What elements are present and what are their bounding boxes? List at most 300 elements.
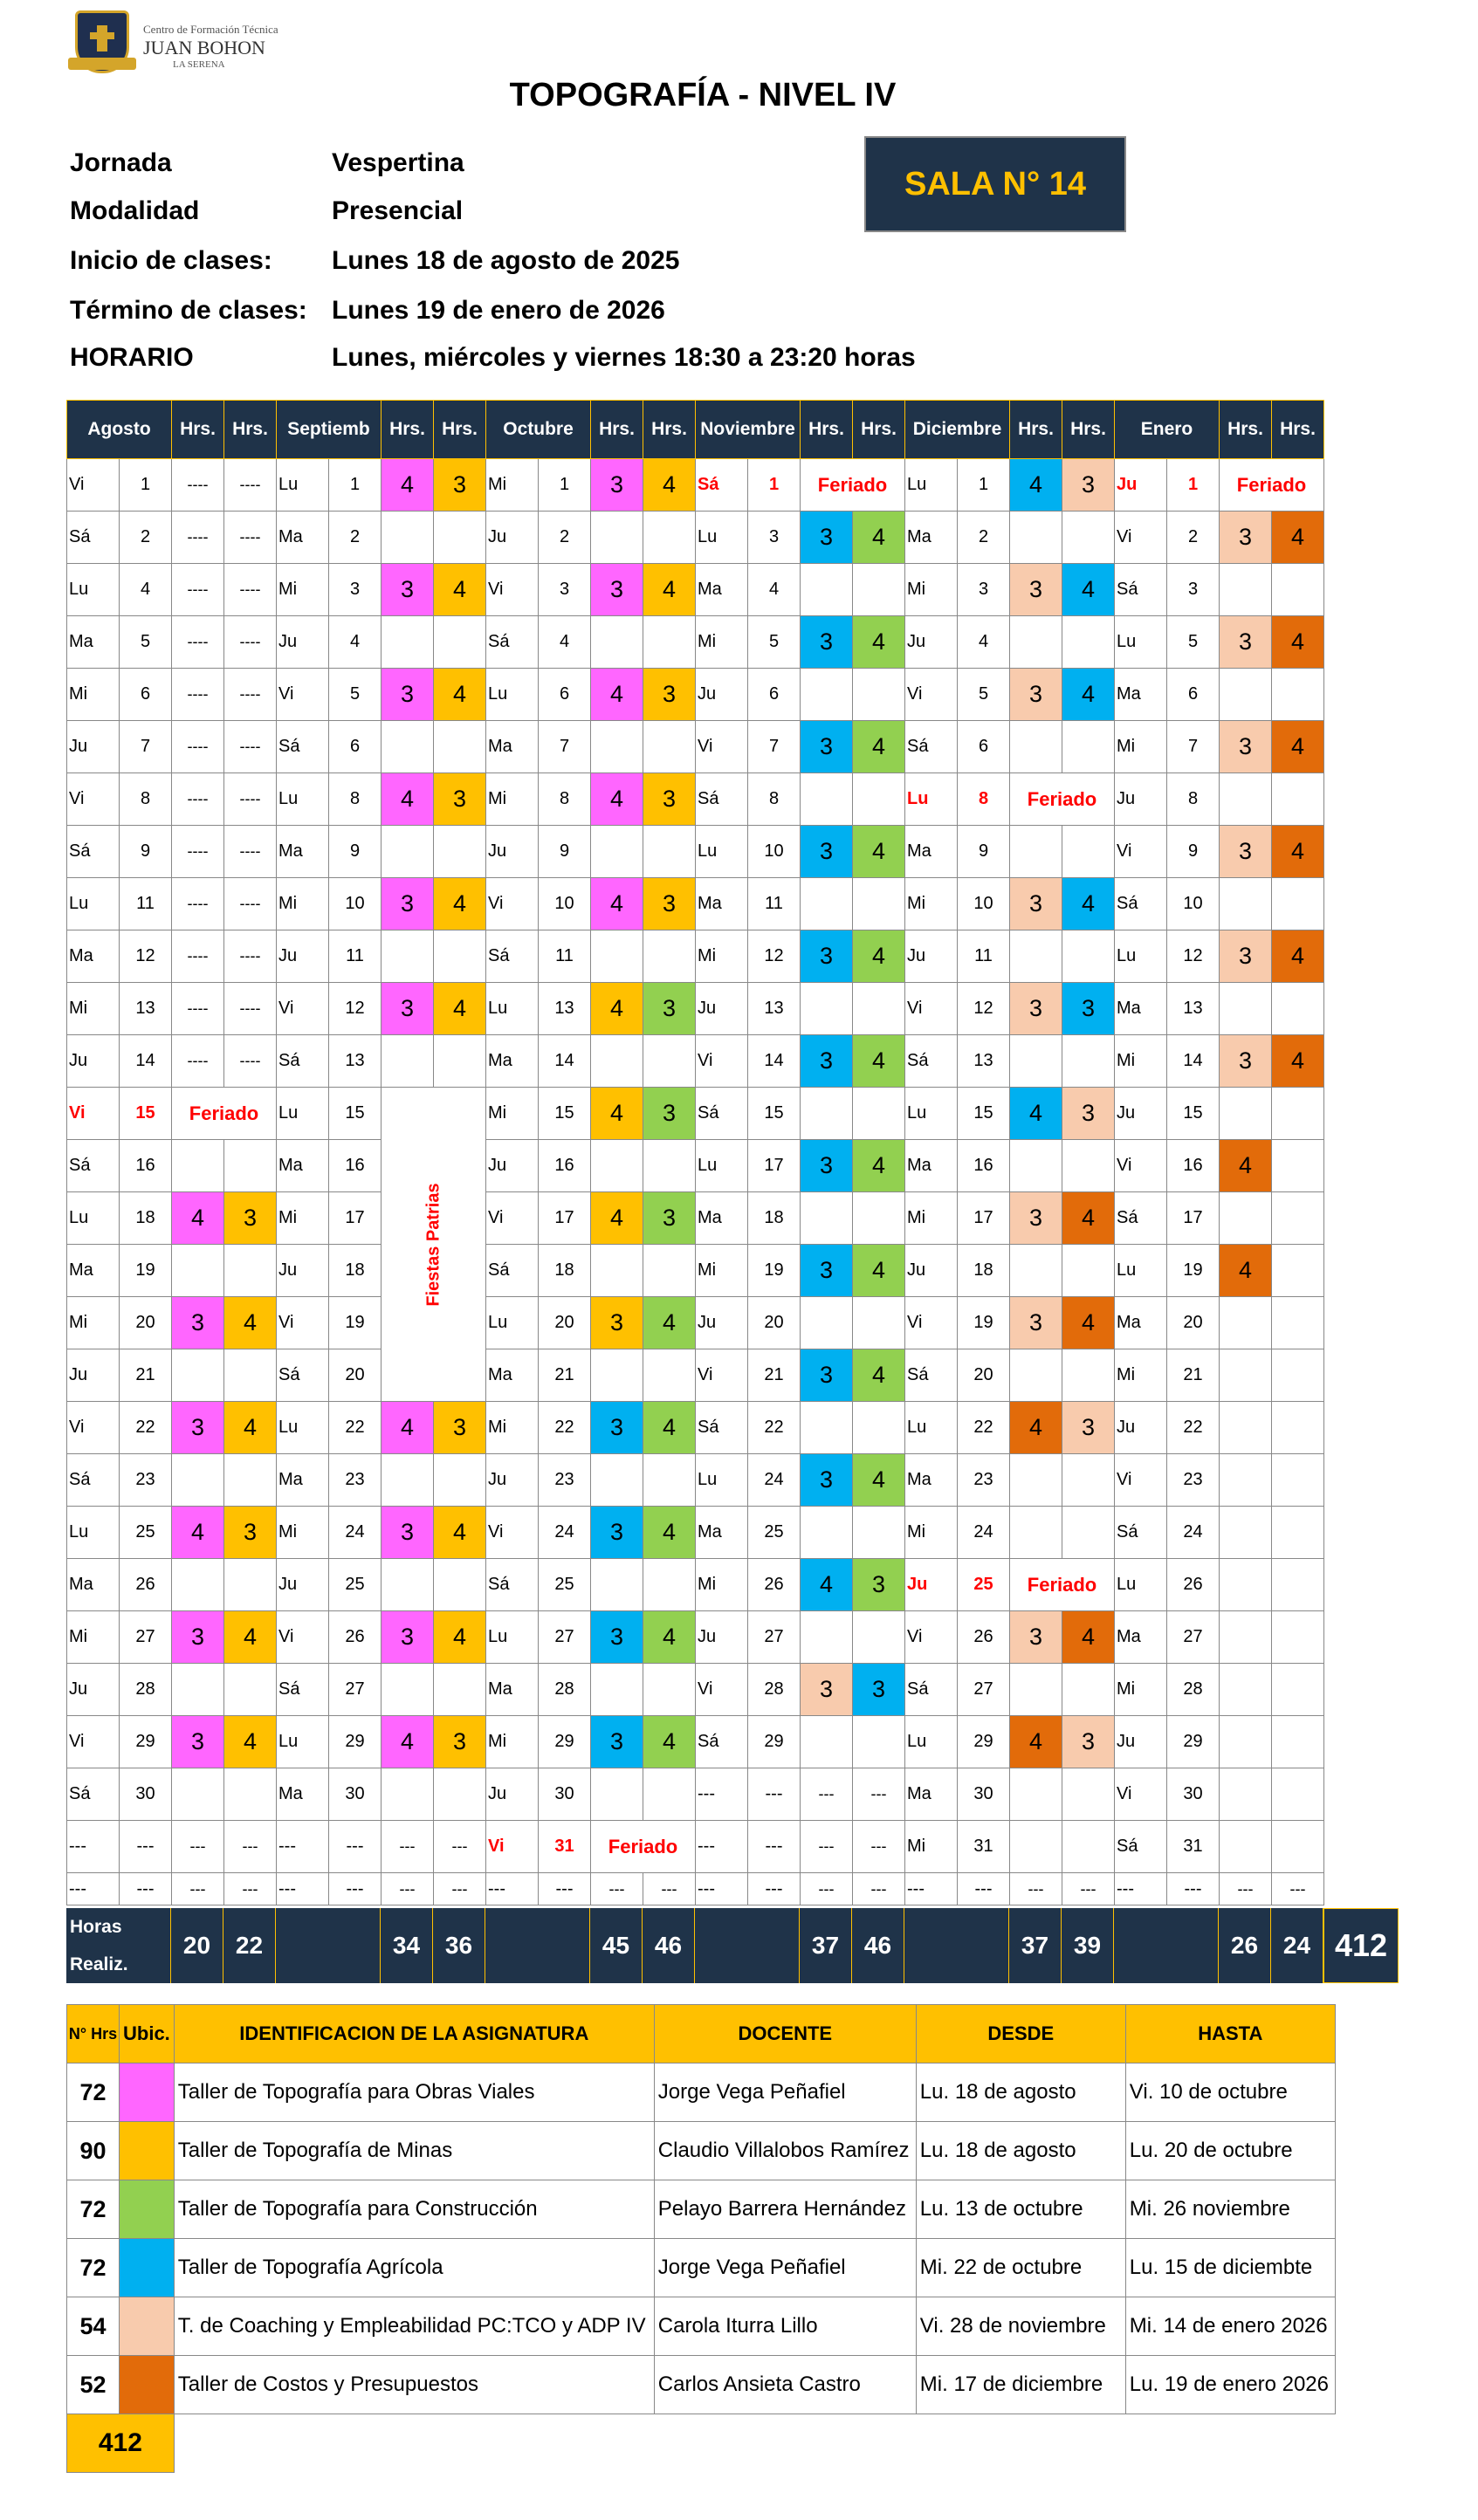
legend-header-4: DESDE (916, 2005, 1125, 2063)
hours-cell: 4 (434, 878, 486, 930)
legend-total: 412 (67, 2414, 175, 2473)
day-number: 1 (1167, 459, 1220, 512)
hours-cell: 3 (434, 459, 486, 512)
hours-cell: 3 (591, 564, 643, 616)
hours-cell (1220, 1402, 1272, 1454)
month-hours-total: 46 (852, 1908, 904, 1983)
day-name: Mi (277, 1507, 329, 1559)
day-number: 22 (748, 1402, 801, 1454)
info-label-jornada: Jornada (70, 148, 172, 177)
calendar-row (67, 459, 1324, 512)
hours-cell (1220, 1088, 1272, 1140)
day-number: 20 (329, 1349, 382, 1402)
day-name: Ju (67, 721, 120, 773)
totals-label-horas: Horas (70, 1917, 122, 1937)
day-name: Sá (1115, 878, 1167, 930)
hours-cell: 3 (643, 773, 696, 826)
day-number: 14 (539, 1035, 591, 1088)
day-number: 13 (539, 983, 591, 1035)
day-number: 5 (958, 669, 1010, 721)
hours-cell (1272, 1507, 1324, 1559)
day-name: Vi (905, 669, 958, 721)
day-name: Ju (1115, 1402, 1167, 1454)
totals-label (66, 1908, 171, 1983)
day-name: Ma (696, 1192, 748, 1245)
hours-cell (434, 930, 486, 983)
hours-cell: 4 (1062, 1192, 1115, 1245)
hours-cell: 3 (1062, 1402, 1115, 1454)
day-number: 18 (329, 1245, 382, 1297)
hours-cell: 3 (1010, 1297, 1062, 1349)
day-name: Vi (67, 1088, 120, 1140)
day-number: 10 (329, 878, 382, 930)
info-value-inicio: Lunes 18 de agosto de 2025 (332, 246, 680, 275)
institution-logo (68, 7, 295, 77)
info-value-modalidad: Presencial (332, 196, 464, 225)
legend-teacher: Claudio Villalobos Ramírez (654, 2122, 916, 2180)
totals-bar (66, 1908, 1416, 1983)
holiday-label: Feriado (172, 1088, 277, 1140)
hours-cell (643, 930, 696, 983)
hours-cell: 3 (801, 1140, 853, 1192)
hours-cell: 4 (382, 459, 434, 512)
day-number: 23 (539, 1454, 591, 1507)
day-name: Sá (486, 1559, 539, 1611)
hours-cell: 4 (643, 1507, 696, 1559)
hours-cell: 4 (591, 669, 643, 721)
hours-cell: ---- (172, 773, 224, 826)
logo-line1: Centro de Formación Técnica (143, 23, 278, 36)
day-name: Vi (67, 1402, 120, 1454)
hours-cell (591, 1559, 643, 1611)
day-name: Sá (905, 1035, 958, 1088)
calendar-row (67, 616, 1324, 669)
hours-cell: 4 (434, 983, 486, 1035)
day-number: 5 (748, 616, 801, 669)
day-name: Lu (486, 669, 539, 721)
day-number: 4 (329, 616, 382, 669)
hours-cell: 4 (1272, 826, 1324, 878)
legend-to: Lu. 20 de octubre (1125, 2122, 1335, 2180)
calendar-row (67, 1873, 1324, 1905)
hours-cell (224, 1140, 277, 1192)
month-hours-total: 37 (800, 1908, 852, 1983)
hours-cell (801, 1507, 853, 1559)
day-number: 29 (329, 1716, 382, 1768)
hours-cell: 3 (801, 512, 853, 564)
day-number: 9 (120, 826, 172, 878)
day-name: Lu (277, 459, 329, 512)
legend-from: Lu. 18 de agosto (916, 2063, 1125, 2122)
day-name: Ju (696, 669, 748, 721)
hours-cell: 4 (853, 1245, 905, 1297)
hours-cell (382, 721, 434, 773)
day-name: Ma (905, 826, 958, 878)
day-name: Ma (277, 1140, 329, 1192)
hours-cell (1010, 1821, 1062, 1873)
day-name: Mi (696, 616, 748, 669)
hours-cell: 3 (382, 983, 434, 1035)
hours-cell (1220, 1297, 1272, 1349)
day-number: 15 (120, 1088, 172, 1140)
hours-cell: 3 (1220, 1035, 1272, 1088)
hours-cell: --- (643, 1873, 696, 1905)
day-name: --- (486, 1873, 539, 1905)
legend-teacher: Jorge Vega Peñafiel (654, 2063, 916, 2122)
hours-cell: 3 (434, 1716, 486, 1768)
day-name: Sá (696, 1088, 748, 1140)
month-hours-total: 24 (1271, 1908, 1323, 1983)
hours-cell: 4 (853, 1140, 905, 1192)
calendar-row (67, 1192, 1324, 1245)
day-number: 11 (329, 930, 382, 983)
hours-cell: 4 (1062, 1297, 1115, 1349)
totals-blank (276, 1908, 381, 1983)
hours-cell: 4 (434, 1507, 486, 1559)
day-name: Sá (1115, 1821, 1167, 1873)
legend-header-5: HASTA (1125, 2005, 1335, 2063)
day-name: Lu (67, 564, 120, 616)
day-name: Sá (277, 1349, 329, 1402)
day-name: Ju (905, 616, 958, 669)
hours-cell: --- (382, 1821, 434, 1873)
day-name: Ju (486, 512, 539, 564)
logo-line3: LA SERENA (173, 59, 225, 70)
totals-blank (904, 1908, 1009, 1983)
hours-cell (172, 1140, 224, 1192)
day-name: Vi (277, 1611, 329, 1664)
day-number: 12 (1167, 930, 1220, 983)
hours-cell: 3 (224, 1192, 277, 1245)
hours-cell: --- (1010, 1873, 1062, 1905)
day-number: 10 (1167, 878, 1220, 930)
day-name: Ju (905, 1245, 958, 1297)
hours-cell: 4 (434, 564, 486, 616)
hours-cell (1220, 1611, 1272, 1664)
hours-cell: 4 (591, 1088, 643, 1140)
day-name: --- (277, 1873, 329, 1905)
hrs-header: Hrs. (434, 401, 486, 459)
day-name: Ju (277, 1559, 329, 1611)
hours-cell: --- (853, 1821, 905, 1873)
day-number: 9 (1167, 826, 1220, 878)
day-name: Mi (1115, 1349, 1167, 1402)
hours-cell (1062, 512, 1115, 564)
hours-cell (643, 1454, 696, 1507)
legend-header-1: Ubic. (120, 2005, 175, 2063)
hours-cell (1010, 1768, 1062, 1821)
legend-hours: 52 (67, 2356, 120, 2414)
calendar-row (67, 1821, 1324, 1873)
hours-cell (801, 564, 853, 616)
day-number: 19 (120, 1245, 172, 1297)
day-number: 12 (120, 930, 172, 983)
hours-cell: --- (801, 1768, 853, 1821)
hours-cell: ---- (224, 773, 277, 826)
day-number: 27 (539, 1611, 591, 1664)
hours-cell: ---- (224, 512, 277, 564)
day-name: Sá (696, 459, 748, 512)
hours-cell: 3 (382, 1611, 434, 1664)
hours-cell (1272, 1088, 1324, 1140)
hours-cell: 3 (591, 1507, 643, 1559)
day-name: Sá (486, 616, 539, 669)
day-name: Vi (905, 1611, 958, 1664)
hours-cell (591, 1245, 643, 1297)
hours-cell: 3 (1010, 564, 1062, 616)
hours-cell: 3 (1010, 1192, 1062, 1245)
hours-cell: --- (172, 1821, 224, 1873)
day-name: Sá (67, 512, 120, 564)
day-name: Lu (905, 1088, 958, 1140)
day-name: Vi (1115, 512, 1167, 564)
hrs-header: Hrs. (1062, 401, 1115, 459)
day-name: Vi (277, 983, 329, 1035)
day-name: Vi (67, 459, 120, 512)
hours-cell (1220, 564, 1272, 616)
hours-cell (224, 1768, 277, 1821)
day-name: Vi (486, 564, 539, 616)
hours-cell (382, 930, 434, 983)
day-name: Ju (905, 1559, 958, 1611)
day-number: 17 (958, 1192, 1010, 1245)
hours-cell (1010, 1507, 1062, 1559)
hours-cell: 3 (801, 930, 853, 983)
day-name: Mi (696, 1559, 748, 1611)
legend-color-swatch (120, 2356, 175, 2414)
day-number: 18 (958, 1245, 1010, 1297)
day-name: Sá (696, 1716, 748, 1768)
legend-subject: T. de Coaching y Empleabilidad PC:TCO y ADP IV (174, 2297, 654, 2356)
hours-cell: --- (382, 1873, 434, 1905)
hours-cell: ---- (224, 669, 277, 721)
info-label-modalidad: Modalidad (70, 196, 200, 225)
day-number: 8 (329, 773, 382, 826)
hours-cell: 3 (591, 1297, 643, 1349)
day-number: 21 (539, 1349, 591, 1402)
day-number: 11 (539, 930, 591, 983)
month-header-1: Septiemb (277, 401, 382, 459)
day-name: Sá (905, 721, 958, 773)
legend-teacher: Carlos Ansieta Castro (654, 2356, 916, 2414)
hours-cell: 4 (1272, 512, 1324, 564)
calendar-row (67, 1559, 1324, 1611)
day-number: 26 (958, 1611, 1010, 1664)
hours-cell: 4 (1010, 1088, 1062, 1140)
hours-cell: 3 (1220, 512, 1272, 564)
hours-cell (1062, 1454, 1115, 1507)
day-number: 16 (329, 1140, 382, 1192)
day-number: 26 (748, 1559, 801, 1611)
hours-cell (1010, 1349, 1062, 1402)
day-number: --- (748, 1768, 801, 1821)
day-number: 30 (958, 1768, 1010, 1821)
day-number: 8 (958, 773, 1010, 826)
day-number: 6 (120, 669, 172, 721)
day-name: Vi (1115, 1140, 1167, 1192)
hours-cell: ---- (172, 826, 224, 878)
day-name: Ju (67, 1035, 120, 1088)
legend-teacher: Jorge Vega Peñafiel (654, 2239, 916, 2297)
hours-cell (853, 1716, 905, 1768)
day-name: Vi (67, 773, 120, 826)
day-number: 26 (1167, 1559, 1220, 1611)
day-number: 23 (1167, 1454, 1220, 1507)
day-number: 22 (120, 1402, 172, 1454)
day-number: 25 (539, 1559, 591, 1611)
day-name: Sá (277, 1664, 329, 1716)
hours-cell: 4 (643, 1402, 696, 1454)
hours-cell (1272, 1559, 1324, 1611)
day-name: Ma (905, 1768, 958, 1821)
month-hours-total: 22 (223, 1908, 276, 1983)
hours-cell: ---- (224, 1035, 277, 1088)
legend-row (67, 2180, 1336, 2239)
day-name: Mi (696, 930, 748, 983)
hours-cell (382, 1559, 434, 1611)
day-number: 2 (539, 512, 591, 564)
day-name: Ju (486, 1768, 539, 1821)
day-name: Mi (905, 564, 958, 616)
day-name: Ma (67, 1559, 120, 1611)
legend-subject: Taller de Topografía para Construcción (174, 2180, 654, 2239)
hours-cell (1272, 1140, 1324, 1192)
day-number: 20 (539, 1297, 591, 1349)
day-name: Ju (277, 930, 329, 983)
month-header-0: Agosto (67, 401, 172, 459)
hours-cell: 3 (801, 1454, 853, 1507)
day-number: 23 (958, 1454, 1010, 1507)
hours-cell (643, 1245, 696, 1297)
hours-cell (1272, 1192, 1324, 1245)
day-number: 31 (958, 1821, 1010, 1873)
day-number: 5 (1167, 616, 1220, 669)
day-name: Ma (67, 930, 120, 983)
hours-cell: 3 (382, 878, 434, 930)
day-number: 29 (958, 1716, 1010, 1768)
day-name: Ju (905, 930, 958, 983)
day-name: Lu (905, 459, 958, 512)
hours-cell: 4 (853, 826, 905, 878)
day-number: 13 (120, 983, 172, 1035)
hours-cell: ---- (224, 930, 277, 983)
day-name: Mi (1115, 721, 1167, 773)
day-name: Lu (1115, 1245, 1167, 1297)
day-name: Ju (277, 616, 329, 669)
day-name: Mi (486, 773, 539, 826)
hours-cell (1272, 669, 1324, 721)
day-name: --- (277, 1821, 329, 1873)
hours-cell (1272, 1821, 1324, 1873)
hours-cell (801, 1611, 853, 1664)
hours-cell (434, 1768, 486, 1821)
legend-to: Mi. 14 de enero 2026 (1125, 2297, 1335, 2356)
day-name: Ma (67, 1245, 120, 1297)
day-number: --- (120, 1873, 172, 1905)
day-name: Ma (696, 1507, 748, 1559)
day-name: Lu (696, 826, 748, 878)
day-number: 15 (539, 1088, 591, 1140)
day-name: Mi (905, 1192, 958, 1245)
hours-cell (801, 1402, 853, 1454)
legend-teacher: Carola Iturra Lillo (654, 2297, 916, 2356)
hours-cell (1062, 930, 1115, 983)
hours-cell: 4 (643, 564, 696, 616)
day-number: 6 (958, 721, 1010, 773)
calendar-row (67, 1088, 1324, 1140)
hours-cell: --- (801, 1873, 853, 1905)
hours-cell (224, 1245, 277, 1297)
calendar-row (67, 721, 1324, 773)
hours-cell: 4 (224, 1716, 277, 1768)
day-name: Ju (486, 1454, 539, 1507)
hours-cell: 4 (853, 1454, 905, 1507)
legend-row (67, 2356, 1336, 2414)
day-name: Vi (696, 721, 748, 773)
day-name: Ma (905, 1140, 958, 1192)
day-number: 22 (958, 1402, 1010, 1454)
hours-cell: ---- (172, 983, 224, 1035)
hours-cell: 4 (643, 1716, 696, 1768)
hours-cell (643, 826, 696, 878)
day-number: 20 (748, 1297, 801, 1349)
day-number: 3 (539, 564, 591, 616)
hours-cell: 4 (224, 1402, 277, 1454)
legend-subject: Taller de Topografía para Obras Viales (174, 2063, 654, 2122)
day-name: Vi (277, 669, 329, 721)
hrs-header: Hrs. (801, 401, 853, 459)
day-number: 8 (748, 773, 801, 826)
hours-cell: 4 (853, 1035, 905, 1088)
hours-cell (1062, 616, 1115, 669)
hours-cell: 4 (591, 773, 643, 826)
day-name: Lu (277, 1716, 329, 1768)
day-number: --- (539, 1873, 591, 1905)
month-header-3: Noviembre (696, 401, 801, 459)
hours-cell: 4 (1062, 878, 1115, 930)
month-hours-total: 36 (433, 1908, 485, 1983)
totals-blank (485, 1908, 590, 1983)
day-name: Lu (277, 773, 329, 826)
hours-cell: 3 (382, 669, 434, 721)
day-number: 12 (958, 983, 1010, 1035)
day-name: Mi (905, 1507, 958, 1559)
day-name: Lu (486, 1611, 539, 1664)
day-number: 31 (1167, 1821, 1220, 1873)
hours-cell: 3 (853, 1664, 905, 1716)
day-name: --- (67, 1821, 120, 1873)
info-value-termino: Lunes 19 de enero de 2026 (332, 296, 665, 325)
day-number: 13 (958, 1035, 1010, 1088)
hrs-header: Hrs. (1272, 401, 1324, 459)
day-number: 10 (748, 826, 801, 878)
day-name: Lu (1115, 616, 1167, 669)
day-name: Vi (486, 1507, 539, 1559)
hours-cell: 3 (1010, 878, 1062, 930)
month-hours-total: 26 (1219, 1908, 1271, 1983)
day-name: Lu (905, 773, 958, 826)
hours-cell: 3 (591, 1716, 643, 1768)
hours-cell (591, 512, 643, 564)
hours-cell: 4 (1220, 1245, 1272, 1297)
day-number: 16 (120, 1140, 172, 1192)
hours-cell (1272, 1402, 1324, 1454)
day-number: 4 (539, 616, 591, 669)
day-name: Mi (905, 1821, 958, 1873)
hours-cell (1010, 512, 1062, 564)
day-name: Mi (696, 1245, 748, 1297)
hours-cell: --- (591, 1873, 643, 1905)
